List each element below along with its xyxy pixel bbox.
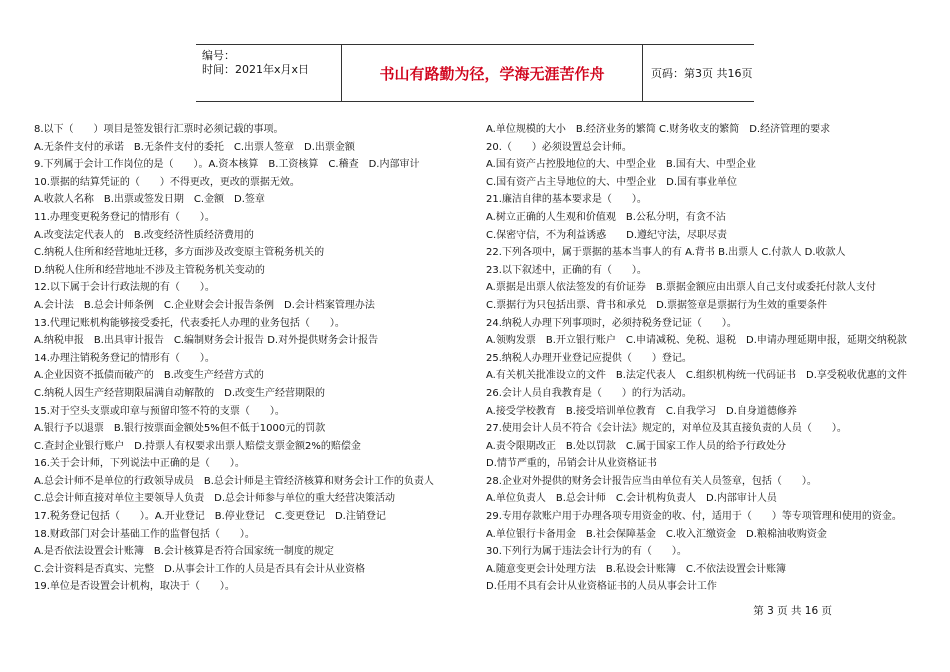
question-line: A.国有资产占控股地位的大、中型企业 B.国有大、中型企业: [486, 159, 756, 171]
question-line: D.纳税人住所和经营地址不涉及主管税务机关变动的: [34, 264, 265, 276]
question-line: C.纳税人因生产经营期限届满自动解散的 D.改变生产经营期限的: [34, 387, 326, 399]
question-line: C.国有资产占主导地位的大、中型企业 D.国有事业单位: [486, 176, 738, 188]
question-line: A.接受学校教育 B.接受培训单位教育 C.自我学习 D.自身道德修养: [486, 405, 797, 417]
question-line: A.是否依法设置会计账簿 B.会计核算是否符合国家统一制度的规定: [34, 546, 334, 558]
question-line: A.单位规模的大小 B.经济业务的繁简 C.财务收支的繁简 D.经济管理的要求: [486, 124, 831, 135]
question-line: 24.纳税人办理下列事项时，必须持税务登记证（ ）。: [486, 317, 737, 329]
question-line: 29.专用存款账户用于办理各项专用资金的收、付，适用于（ ）等专项管理和使用的资金。: [486, 511, 902, 523]
question-line: 15.对于空头支票或印章与预留印签不符的支票（ ）。: [34, 405, 285, 417]
question-line: 20.（ ）必须设置总会计师。: [486, 141, 632, 153]
question-line: A.领购发票 B.开立银行账户 C.申请减税、免税、退税 D.申请办理延期申报，延期交纳税款: [486, 335, 907, 347]
header-motto: 书山有路勤为径，学海无涯苦作舟: [379, 64, 605, 83]
question-line: A.票据是出票人依法签发的有价证券 B.票据金额应由出票人自己支付或委托付款人支付: [486, 282, 876, 294]
question-line: D.情节严重的，吊销会计从业资格证书: [486, 458, 657, 470]
question-line: 19.单位是否设置会计机构，取决于（ ）。: [34, 581, 235, 593]
question-line: 30.下列行为属于违法会计行为的有（ ）。: [486, 546, 687, 558]
question-line: A.会计法 B.总会计师条例 C.企业财会会计报告条例 D.会计档案管理办法: [34, 299, 375, 311]
number-label: 编号：: [202, 49, 235, 62]
question-line: C.查封企业银行账户 D.持票人有权要求出票人赔偿支票金额2%的赔偿金: [34, 440, 361, 452]
question-line: A.无条件支付的承诺 B.无条件支付的委托 C.出票人签章 D.出票金额: [34, 141, 355, 153]
header-meta: [196, 45, 342, 101]
question-line: C.总会计师直接对单位主要领导人负责 D.总会计师参与单位的重大经营决策活动: [34, 493, 396, 505]
question-line: 13.代理记账机构能够接受委托，代表委托人办理的业务包括（ ）。: [34, 317, 345, 329]
question-line: C.会计资料是否真实、完整 D.从事会计工作的人员是否具有会计从业资格: [34, 563, 366, 575]
question-line: A.责令限期改正 B.处以罚款 C.属于国家工作人员的给予行政处分: [486, 440, 787, 452]
question-line: D.任用不具有会计从业资格证书的人员从事会计工作: [486, 581, 717, 593]
page-footer: 第 3 页 共 16 页: [753, 605, 832, 617]
question-line: 12.以下属于会计行政法规的有（ ）。: [34, 282, 215, 294]
question-line: 26.会计人员自我教育是（ ）的行为活动。: [486, 387, 692, 399]
question-line: 28.企业对外提供的财务会计报告应当由单位有关人员签章，包括（ ）。: [486, 475, 817, 487]
question-line: A.收款人名称 B.出票或签发日期 C.金额 D.签章: [34, 194, 265, 206]
question-line: A.单位负责人 B.总会计师 C.会计机构负责人 D.内部审计人员: [486, 493, 777, 505]
question-line: A.总会计师不是单位的行政领导成员 B.总会计师是主管经济核算和财务会计工作的负责人: [34, 475, 434, 487]
question-line: 11.办理变更税务登记的情形有（ ）。: [34, 211, 215, 223]
question-line: 25.纳税人办理开业登记应提供（ ）登记。: [486, 352, 692, 364]
question-line: 10.票据的结算凭证的（ ）不得更改，更改的票据无效。: [34, 176, 300, 188]
question-line: C.票据行为只包括出票、背书和承兑 D.票据签章是票据行为生效的重要条件: [486, 299, 828, 311]
question-line: 14.办理注销税务登记的情形有（ ）。: [34, 352, 215, 364]
time-label: 时间：2021年x月x日: [202, 63, 310, 76]
question-line: A.有关机关批准设立的文件 B.法定代表人 C.组织机构统一代码证书 D.享受税收优惠的文件: [486, 370, 907, 382]
question-line: 23.以下叙述中，正确的有（ ）。: [486, 264, 647, 276]
question-line: A.改变法定代表人的 B.改变经济性质经济费用的: [34, 229, 254, 241]
question-line: 18.财政部门对会计基础工作的监督包括（ ）。: [34, 528, 255, 540]
question-line: C.纳税人住所和经营地址迁移，多方面涉及改变原主管税务机关的: [34, 247, 325, 259]
page-header: [196, 44, 754, 102]
question-line: 27.使用会计人员不符合《会计法》规定的，对单位及其直接负责的人员（ ）。: [486, 423, 847, 435]
question-line: A.纳税申报 B.出具审计报告 C.编制财务会计报告 D.对外提供财务会计报告: [34, 335, 379, 347]
left-column: [34, 121, 454, 596]
question-line: 16.关于会计师，下列说法中正确的是（ ）。: [34, 458, 245, 470]
header-page-code: 页码：第3页 共16页: [642, 45, 754, 101]
question-line: 21.廉洁自律的基本要求是（ ）。: [486, 194, 647, 206]
question-line: C.保密守信，不为利益诱惑 D.遵纪守法，尽职尽责: [486, 229, 728, 241]
question-line: 8.以下（ ）项目是签发银行汇票时必须记载的事项。: [34, 124, 284, 135]
right-column: [486, 121, 906, 596]
question-line: A.单位银行卡备用金 B.社会保障基金 C.收入汇缴资金 D.粮棉油收购资金: [486, 528, 827, 540]
question-line: A.树立正确的人生观和价值观 B.公私分明，有贪不沾: [486, 211, 726, 223]
question-line: 22.下列各项中，属于票据的基本当事人的有 A.背书 B.出票人 C.付款人 D.收款人: [486, 247, 846, 259]
question-line: A.随意变更会计处理方法 B.私设会计账簿 C.不依法设置会计账簿: [486, 563, 787, 575]
question-line: A.银行予以退票 B.银行按票面金额处5%但不低于1000元的罚款: [34, 423, 326, 435]
question-line: A.企业因资不抵债而破产的 B.改变生产经营方式的: [34, 370, 264, 382]
question-line: 9.下列属于会计工作岗位的是（ ）。A.资本核算 B.工资核算 C.稽查 D.内部审计: [34, 159, 420, 171]
question-line: 17.税务登记包括（ ）。A.开业登记 B.停业登记 C.变更登记 D.注销登记: [34, 511, 386, 523]
